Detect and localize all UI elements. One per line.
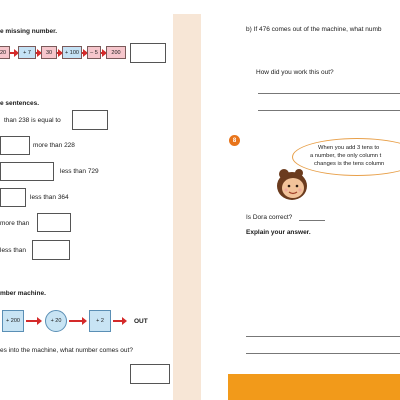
dora-correct-question: Is Dora correct?: [246, 214, 293, 221]
question-number-badge: 8: [229, 135, 240, 146]
explain-line[interactable]: [246, 353, 400, 354]
sentence-3-text: less than 729: [60, 168, 99, 175]
missing-number-instruction: e missing number.: [0, 28, 58, 35]
sentence-6-answer-box[interactable]: [32, 240, 70, 260]
sentence-2-text: more than 228: [33, 142, 75, 149]
explain-answer-text: Explain your answer.: [246, 229, 311, 236]
machine-arrow: [113, 320, 123, 322]
machine-step-1: + 200: [2, 310, 24, 332]
machine-step-3: + 2: [89, 310, 111, 332]
sentence-4-text: less than 364: [30, 194, 69, 201]
missing-number-answer-box[interactable]: [130, 43, 166, 63]
chain-arrow: [57, 52, 59, 54]
dora-character-icon: [272, 164, 312, 204]
chain-cell-6: 200: [106, 46, 126, 59]
page-gutter: [173, 14, 201, 400]
chain-arrow: [36, 52, 38, 54]
chain-cell-1: 20: [0, 46, 10, 59]
dora-answer-line[interactable]: [299, 220, 325, 221]
comes-out-question: es into the machine, what number comes out?: [0, 347, 133, 354]
sentence-5-text: more than: [0, 220, 30, 227]
answer-line[interactable]: [258, 110, 400, 111]
chain-cell-3: 30: [41, 46, 57, 59]
left-page: [0, 0, 173, 400]
chain-arrow: [101, 52, 103, 54]
machine-instruction: mber machine.: [0, 290, 46, 297]
bubble-line-3: changes is the tens column: [314, 161, 385, 167]
chain-cell-5: – 5: [87, 46, 101, 59]
machine-step-2: + 20: [45, 310, 67, 332]
machine-out-label: OUT: [134, 318, 148, 325]
sentence-1-text: than 238 is equal to: [4, 117, 61, 124]
chain-arrow: [82, 52, 84, 54]
bubble-line-2: a number, the only column t: [310, 153, 382, 159]
bubble-line-1: When you add 3 tens to: [318, 145, 380, 151]
footer-bar: [228, 374, 400, 400]
sentence-4-answer-box[interactable]: [0, 188, 26, 207]
sentence-5-answer-box[interactable]: [37, 213, 71, 232]
comes-out-answer-box[interactable]: [130, 364, 170, 384]
machine-arrow: [69, 320, 83, 322]
chain-cell-2: + 7: [18, 46, 36, 59]
machine-arrow: [26, 320, 38, 322]
sentence-3-answer-box[interactable]: [0, 162, 54, 181]
question-b-text: b) If 476 comes out of the machine, what numb: [246, 26, 382, 33]
sentence-6-text: less than: [0, 247, 27, 254]
chain-arrow: [10, 52, 15, 54]
how-worked-text: How did you work this out?: [256, 69, 334, 76]
sentence-1-answer-box[interactable]: [72, 110, 108, 130]
explain-line[interactable]: [246, 336, 400, 337]
answer-line[interactable]: [258, 93, 400, 94]
sentences-instruction: e sentences.: [0, 100, 40, 107]
sentence-2-answer-box[interactable]: [0, 136, 30, 155]
chain-cell-4: + 100: [62, 46, 82, 59]
